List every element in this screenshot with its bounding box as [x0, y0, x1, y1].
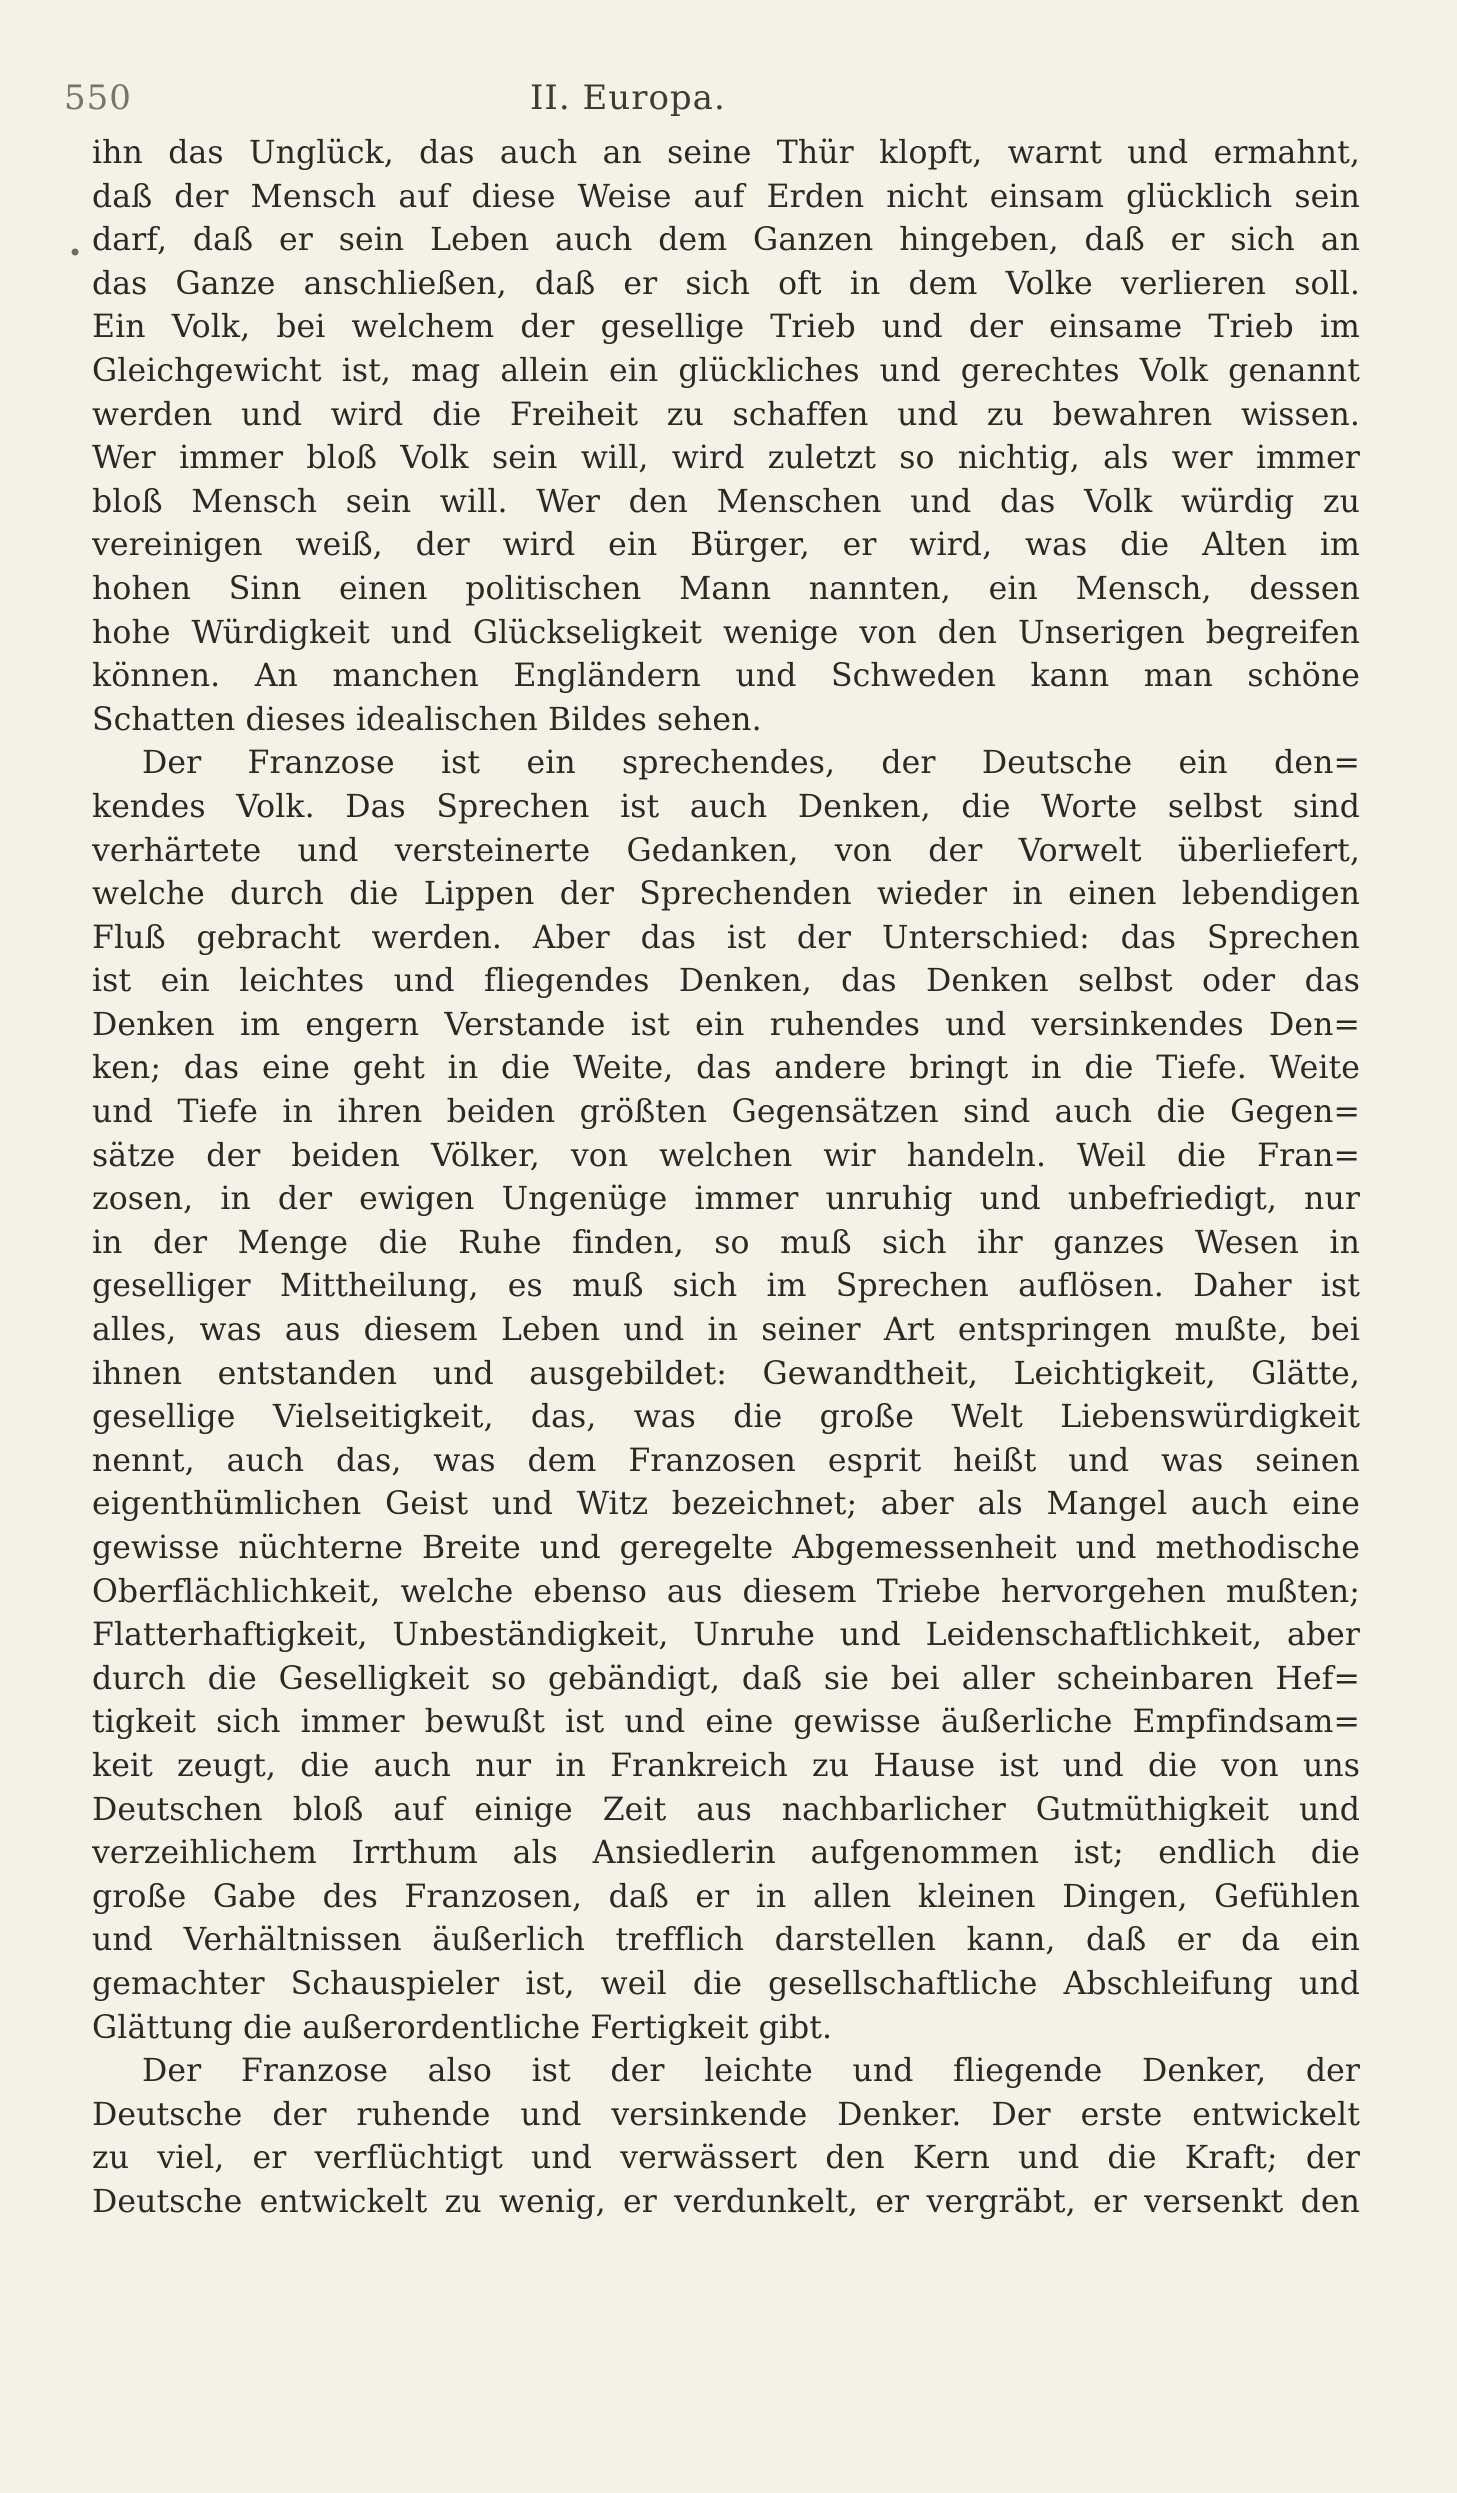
text-line: gesellige Vielseitigkeit, das, was die große Welt Liebenswürdigkeit	[92, 1399, 1360, 1436]
text-line: zosen, in der ewigen Ungenüge immer unruhig und unbefriedigt, nur	[92, 1181, 1360, 1218]
text-line: zu viel, er verflüchtigt und verwässert den Kern und die Kraft; der	[92, 2140, 1360, 2177]
text-line: verzeihlichem Irrthum als Ansiedlerin aufgenommen ist; endlich die	[92, 1835, 1360, 1872]
text-line: Schatten dieses idealischen Bildes sehen.	[92, 701, 762, 738]
text-line: vereinigen weiß, der wird ein Bürger, er wird, was die Alten im	[92, 527, 1360, 564]
text-line: und Verhältnissen äußerlich trefflich darstellen kann, daß er da ein	[92, 1922, 1360, 1959]
text-line: Gleichgewicht ist, mag allein ein glückliches und gerechtes Volk genannt	[92, 352, 1360, 389]
text-line: ken; das eine geht in die Weite, das andere bringt in die Tiefe. Weite	[92, 1050, 1360, 1087]
text-line: Der Franzose also ist der leichte und fliegende Denker, der	[142, 2053, 1360, 2090]
text-line: Ein Volk, bei welchem der gesellige Trieb und der einsame Trieb im	[92, 309, 1360, 346]
text-line: eigenthümlichen Geist und Witz bezeichnet; aber als Mangel auch eine	[92, 1486, 1360, 1523]
text-line: in der Menge die Ruhe finden, so muß sich ihr ganzes Wesen in	[92, 1224, 1360, 1261]
text-line: Fluß gebracht werden. Aber das ist der Unterschied: das Sprechen	[92, 919, 1360, 956]
text-line: bloß Mensch sein will. Wer den Menschen und das Volk würdig zu	[92, 483, 1360, 520]
text-line: Wer immer bloß Volk sein will, wird zuletzt so nichtig, als wer immer	[92, 440, 1360, 477]
text-line: Oberflächlichkeit, welche ebenso aus diesem Triebe hervorgehen mußten;	[92, 1573, 1360, 1610]
text-line: verhärtete und versteinerte Gedanken, von der Vorwelt überliefert,	[92, 832, 1360, 869]
text-line: und Tiefe in ihren beiden größten Gegensätzen sind auch die Gegen=	[92, 1094, 1360, 1131]
text-line: kendes Volk. Das Sprechen ist auch Denken, die Worte selbst sind	[92, 788, 1360, 825]
margin-mark: •	[68, 239, 83, 267]
text-line: ihn das Unglück, das auch an seine Thür klopft, warnt und ermahnt,	[92, 135, 1360, 171]
text-line: können. An manchen Engländern und Schweden kann man schöne	[92, 658, 1360, 695]
text-line: tigkeit sich immer bewußt ist und eine gewisse äußerliche Empfindsam=	[92, 1704, 1360, 1741]
text-line: Deutsche entwickelt zu wenig, er verdunkelt, er vergräbt, er versenkt den	[92, 2183, 1360, 2220]
text-line: Der Franzose ist ein sprechendes, der Deutsche ein den=	[142, 745, 1360, 782]
body-text	[92, 132, 1360, 2225]
text-line: welche durch die Lippen der Sprechenden wieder in einen lebendigen	[92, 876, 1360, 913]
text-line: sätze der beiden Völker, von welchen wir handeln. Weil die Fran=	[92, 1137, 1360, 1174]
text-line: durch die Geselligkeit so gebändigt, daß sie bei aller scheinbaren Hef=	[92, 1660, 1360, 1697]
text-line: hohe Würdigkeit und Glückseligkeit wenige von den Unserigen begreifen	[92, 614, 1360, 651]
text-line: nennt, auch das, was dem Franzosen esprit heißt und was seinen	[92, 1442, 1360, 1479]
text-line: Deutschen bloß auf einige Zeit aus nachbarlicher Gutmüthigkeit und	[92, 1791, 1360, 1828]
text-line: geselliger Mittheilung, es muß sich im Sprechen auflösen. Daher ist	[92, 1268, 1360, 1305]
text-line: gewisse nüchterne Breite und geregelte Abgemessenheit und methodische	[92, 1530, 1360, 1566]
text-line: daß der Mensch auf diese Weise auf Erden nicht einsam glücklich sein	[92, 178, 1360, 215]
text-line: werden und wird die Freiheit zu schaffen und zu bewahren wissen.	[92, 396, 1360, 433]
running-head: II. Europa.	[530, 78, 726, 118]
text-line: Denken im engern Verstande ist ein ruhendes und versinkendes Den=	[92, 1006, 1360, 1043]
text-line: Glättung die außerordentliche Fertigkeit gibt.	[92, 2009, 833, 2046]
page-header	[64, 78, 1384, 126]
page-number: 550	[64, 78, 132, 118]
text-line: keit zeugt, die auch nur in Frankreich zu Hause ist und die von uns	[92, 1747, 1360, 1784]
text-line: hohen Sinn einen politischen Mann nannten, ein Mensch, dessen	[92, 570, 1360, 607]
text-line: Deutsche der ruhende und versinkende Denker. Der erste entwickelt	[92, 2096, 1360, 2133]
text-line: das Ganze anschließen, daß er sich oft in dem Volke verlieren soll.	[92, 265, 1360, 302]
text-line: Flatterhaftigkeit, Unbeständigkeit, Unruhe und Leidenschaftlichkeit, aber	[92, 1617, 1360, 1654]
text-line: große Gabe des Franzosen, daß er in allen kleinen Dingen, Gefühlen	[92, 1878, 1360, 1915]
text-line: ihnen entstanden und ausgebildet: Gewandtheit, Leichtigkeit, Glätte,	[92, 1355, 1360, 1392]
text-line: gemachter Schauspieler ist, weil die gesellschaftliche Abschleifung und	[92, 1965, 1360, 2002]
text-line: darf, daß er sein Leben auch dem Ganzen hingeben, daß er sich an	[92, 222, 1360, 259]
text-line: ist ein leichtes und fliegendes Denken, das Denken selbst oder das	[92, 963, 1360, 1000]
text-line: alles, was aus diesem Leben und in seiner Art entspringen mußte, bei	[92, 1312, 1360, 1349]
